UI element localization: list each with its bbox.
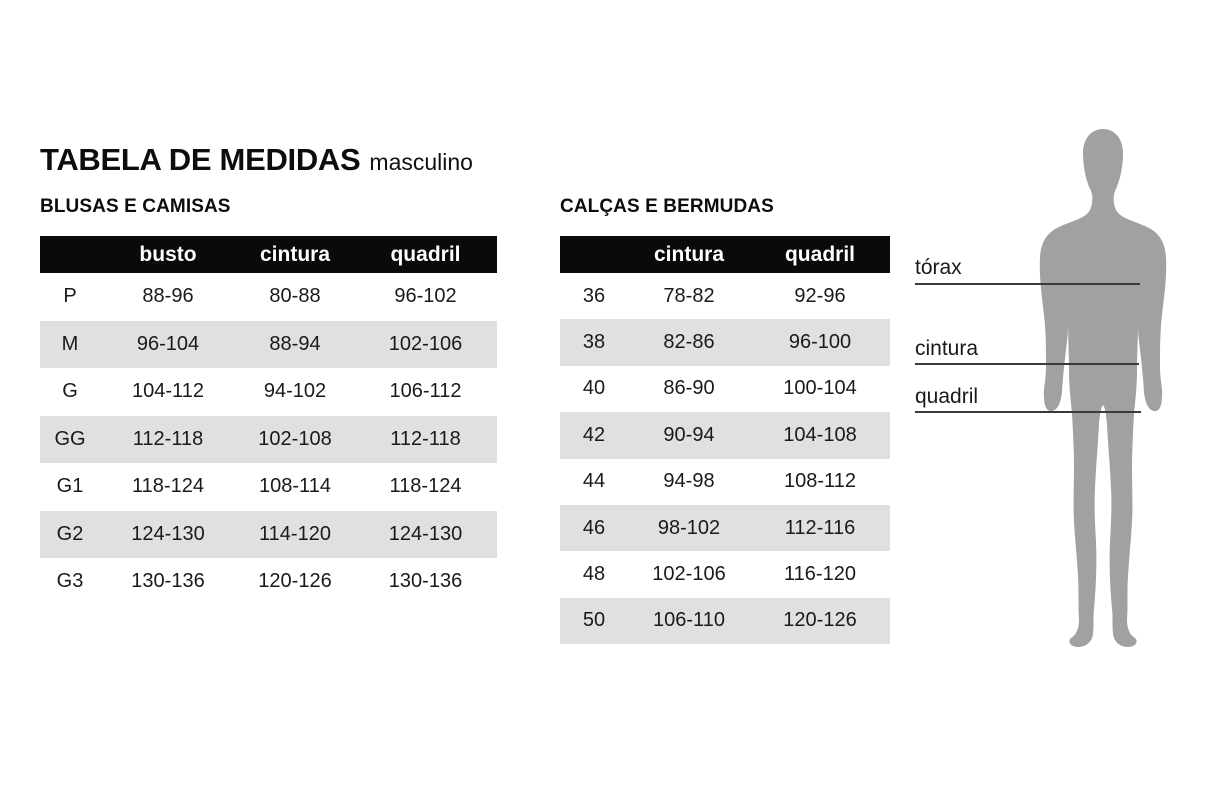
- measurement-cell: 96-102: [394, 285, 457, 308]
- measurement-cell: 104-108: [783, 423, 857, 446]
- measurement-cell: 94-102: [263, 380, 327, 403]
- measurement-cell: 98-102: [657, 516, 721, 539]
- blusas-e-camisas-table: [40, 236, 497, 606]
- measurement-cell: 82-86: [663, 331, 715, 354]
- measurement-cell: 108-114: [259, 475, 331, 498]
- measurement-cell: 130-136: [388, 570, 463, 593]
- table-header-row: [560, 236, 890, 273]
- body-shape: [1040, 129, 1166, 647]
- measurement-cell: 120-126: [258, 570, 332, 593]
- table-row: [40, 416, 497, 464]
- measurement-cell: 112-118: [132, 427, 204, 450]
- size-cell: 46: [582, 516, 606, 539]
- size-cell: GG: [54, 427, 86, 450]
- male-body-silhouette-icon: [1033, 126, 1173, 653]
- size-cell: P: [63, 285, 77, 308]
- table-row: [40, 463, 497, 511]
- measurement-cell: 124-130: [131, 522, 205, 545]
- header-cell-quadril: quadril: [784, 242, 855, 266]
- cintura-label: cintura: [915, 337, 979, 360]
- measurement-cell: 86-90: [663, 377, 715, 400]
- size-cell: M: [61, 332, 79, 355]
- torax-measure-line: [915, 283, 1140, 285]
- section-title-calcas-e-bermudas: CALÇAS E BERMUDAS: [560, 196, 774, 217]
- size-cell: G: [62, 380, 78, 403]
- measurement-cell: 90-94: [663, 423, 715, 446]
- header-cell-cintura: cintura: [259, 242, 330, 266]
- measurement-cell: 96-104: [136, 332, 200, 355]
- quadril-label: quadril: [915, 385, 979, 408]
- measurement-cell: 108-112: [784, 470, 856, 493]
- measurement-cell: 120-126: [783, 609, 857, 632]
- measurement-cell: 118-124: [389, 475, 462, 498]
- measurement-cell: 102-108: [258, 427, 332, 450]
- table-header-row: [40, 236, 497, 273]
- measurement-cell: 104-112: [132, 380, 204, 403]
- title-block: [40, 142, 473, 178]
- measurement-cell: 116-120: [784, 563, 856, 586]
- table-row: [40, 321, 497, 369]
- page-title: TABELA DE MEDIDAS: [40, 142, 361, 177]
- size-cell: 50: [582, 609, 606, 632]
- measurement-cell: 106-110: [653, 609, 725, 632]
- table-row: [560, 319, 890, 365]
- measurement-cell: 114-120: [259, 522, 331, 545]
- table-row: [560, 459, 890, 505]
- page-subtitle: masculino: [369, 149, 473, 175]
- size-cell: G1: [56, 475, 84, 498]
- size-cell: 48: [582, 563, 606, 586]
- header-cell-quadril: quadril: [390, 242, 461, 266]
- size-cell: 38: [582, 331, 606, 354]
- table-row: [40, 273, 497, 321]
- measurement-cell: 102-106: [652, 563, 726, 586]
- table-row: [560, 551, 890, 597]
- calcas-e-bermudas-table: [560, 236, 890, 644]
- section-title-blusas-e-camisas: BLUSAS E CAMISAS: [40, 196, 231, 217]
- table-row: [560, 366, 890, 412]
- size-cell: 40: [582, 377, 606, 400]
- measurement-cell: 78-82: [663, 284, 715, 307]
- header-cell-cintura: cintura: [653, 242, 724, 266]
- measurement-cell: 88-94: [269, 332, 321, 355]
- table-row: [560, 598, 890, 644]
- size-cell: 44: [582, 470, 606, 493]
- measurement-cell: 112-118: [390, 427, 461, 450]
- measurement-cell: 118-124: [132, 475, 204, 498]
- size-cell: G2: [56, 522, 84, 545]
- table-row: [40, 368, 497, 416]
- measurement-cell: 92-96: [794, 284, 846, 307]
- measurement-cell: 130-136: [131, 570, 205, 593]
- measurement-cell: 112-116: [784, 516, 856, 539]
- measurement-cell: 100-104: [783, 377, 857, 400]
- table-row: [40, 511, 497, 559]
- measurement-cell: 102-106: [388, 332, 463, 355]
- quadril-measure-line: [915, 411, 1141, 413]
- header-cell-busto: busto: [139, 242, 197, 266]
- table-row: [560, 412, 890, 458]
- size-cell: 42: [582, 423, 606, 446]
- measurement-cell: 96-100: [788, 331, 852, 354]
- size-cell: G3: [56, 570, 84, 593]
- table-row: [560, 273, 890, 319]
- measurement-cell: 80-88: [269, 285, 321, 308]
- size-cell: 36: [582, 284, 606, 307]
- cintura-measure-line: [915, 363, 1139, 365]
- torax-label: tórax: [915, 256, 962, 279]
- table-row: [40, 558, 497, 606]
- measurement-cell: 94-98: [663, 470, 715, 493]
- measurement-cell: 124-130: [388, 522, 463, 545]
- table-row: [560, 505, 890, 551]
- measurement-cell: 106-112: [389, 380, 462, 403]
- measurement-cell: 88-96: [142, 285, 194, 308]
